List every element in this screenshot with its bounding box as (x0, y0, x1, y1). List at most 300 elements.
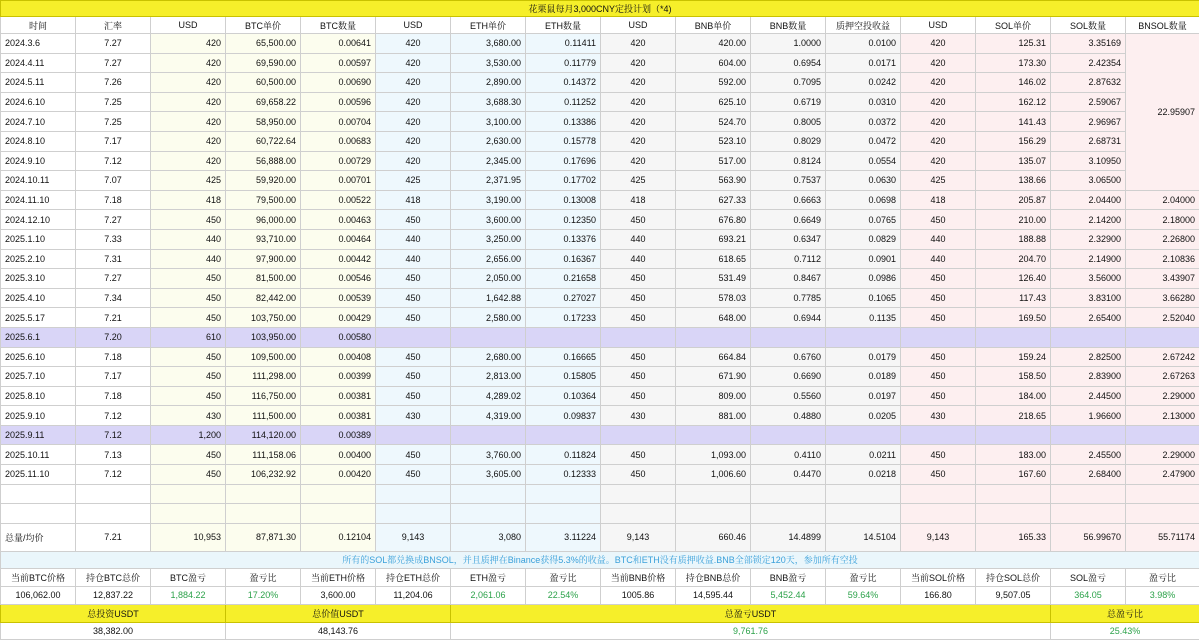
table-row (1, 34, 1199, 54)
stat-value: 5,452.44 (751, 586, 826, 604)
table-cell: 0.14372 (526, 73, 601, 93)
table-cell: 3.56000 (1051, 269, 1126, 289)
table-cell: 0.00597 (301, 53, 376, 73)
table-cell: 0.6663 (751, 190, 826, 210)
table-cell: 2,371.95 (451, 171, 526, 191)
table-cell: 2024.8.10 (1, 131, 76, 151)
empty-cell (976, 504, 1051, 524)
table-cell: 693.21 (676, 229, 751, 249)
table-cell: 531.49 (676, 269, 751, 289)
table-cell: 106,232.92 (226, 465, 301, 485)
table-row (1, 347, 1199, 367)
table-cell: 2024.9.10 (1, 151, 76, 171)
table-cell: 450 (376, 386, 451, 406)
table-cell: 450 (601, 288, 676, 308)
table-cell: 420 (151, 34, 226, 54)
table-cell: 0.00546 (301, 269, 376, 289)
table-cell: 450 (151, 308, 226, 328)
table-cell: 0.6690 (751, 367, 826, 387)
stat-value: 9,507.05 (976, 586, 1051, 604)
summary-cell: 10,953 (151, 523, 226, 551)
table-cell: 7.07 (76, 171, 151, 191)
table-cell (901, 327, 976, 347)
table-cell: 2024.10.11 (1, 171, 76, 191)
table-cell: 450 (901, 308, 976, 328)
table-cell: 1,200 (151, 425, 226, 445)
table-cell: 205.87 (976, 190, 1051, 210)
table-cell: 881.00 (676, 406, 751, 426)
table-cell: 0.00400 (301, 445, 376, 465)
table-cell: 173.30 (976, 53, 1051, 73)
table-cell: 0.0901 (826, 249, 901, 269)
blank-row (1, 484, 1199, 504)
table-row (1, 367, 1199, 387)
stat-label: 盈亏比 (226, 568, 301, 586)
table-cell: 0.0205 (826, 406, 901, 426)
empty-cell (601, 504, 676, 524)
table-cell: 2.26800 (1126, 229, 1199, 249)
column-header: USD (376, 17, 451, 34)
table-cell: 523.10 (676, 131, 751, 151)
table-cell: 82,442.00 (226, 288, 301, 308)
table-cell: 0.4880 (751, 406, 826, 426)
table-cell: 450 (376, 367, 451, 387)
table-cell: 2024.3.6 (1, 34, 76, 54)
table-cell (526, 327, 601, 347)
table-cell: 450 (901, 210, 976, 230)
table-cell: 430 (601, 406, 676, 426)
table-cell: 420 (151, 53, 226, 73)
table-cell: 450 (901, 288, 976, 308)
table-cell: 0.4470 (751, 465, 826, 485)
table-row (1, 386, 1199, 406)
table-cell (601, 327, 676, 347)
stat-value: 12,837.22 (76, 586, 151, 604)
table-cell: 93,710.00 (226, 229, 301, 249)
totals-label: 总投资USDT (1, 604, 226, 622)
table-cell: 0.00704 (301, 112, 376, 132)
summary-cell: 3,080 (451, 523, 526, 551)
table-cell: 440 (601, 249, 676, 269)
table-cell (451, 425, 526, 445)
table-cell: 1,642.88 (451, 288, 526, 308)
table-cell: 2025.10.11 (1, 445, 76, 465)
table-cell: 3,600.00 (451, 210, 526, 230)
table-cell: 0.00596 (301, 92, 376, 112)
table-cell: 648.00 (676, 308, 751, 328)
table-cell (976, 425, 1051, 445)
table-cell: 7.20 (76, 327, 151, 347)
table-cell: 146.02 (976, 73, 1051, 93)
table-cell (976, 327, 1051, 347)
table-cell: 0.5560 (751, 386, 826, 406)
table-row (1, 73, 1199, 93)
table-cell: 141.43 (976, 112, 1051, 132)
table-cell: 0.0765 (826, 210, 901, 230)
table-cell: 450 (901, 465, 976, 485)
table-cell: 2,050.00 (451, 269, 526, 289)
empty-cell (151, 484, 226, 504)
empty-cell (676, 504, 751, 524)
column-header: SOL数量 (1051, 17, 1126, 34)
summary-cell: 9,143 (601, 523, 676, 551)
table-cell (676, 425, 751, 445)
table-cell: 0.0100 (826, 34, 901, 54)
empty-cell (1051, 504, 1126, 524)
table-cell: 2025.3.10 (1, 269, 76, 289)
table-cell: 418 (151, 190, 226, 210)
table-cell: 0.8467 (751, 269, 826, 289)
table-row (1, 151, 1199, 171)
column-header: BNSOL数量 (1126, 17, 1199, 34)
table-cell: 2,580.00 (451, 308, 526, 328)
table-cell: 3.35169 (1051, 34, 1126, 54)
table-cell (676, 327, 751, 347)
table-cell: 0.15805 (526, 367, 601, 387)
table-cell: 420 (376, 131, 451, 151)
table-cell: 420 (601, 131, 676, 151)
table-cell: 440 (151, 249, 226, 269)
table-cell: 3.06500 (1051, 171, 1126, 191)
table-cell: 103,750.00 (226, 308, 301, 328)
stat-label: 当前BNB价格 (601, 568, 676, 586)
table-cell: 0.16665 (526, 347, 601, 367)
stat-label: ETH盈亏 (451, 568, 526, 586)
empty-cell (1, 484, 76, 504)
table-cell: 450 (151, 386, 226, 406)
table-cell: 7.33 (76, 229, 151, 249)
stat-label: SOL盈亏 (1051, 568, 1126, 586)
table-cell: 450 (376, 269, 451, 289)
table-row (1, 249, 1199, 269)
table-cell: 2025.8.10 (1, 386, 76, 406)
table-cell: 3,605.00 (451, 465, 526, 485)
table-cell: 0.13386 (526, 112, 601, 132)
table-cell: 111,158.06 (226, 445, 301, 465)
table-cell: 618.65 (676, 249, 751, 269)
column-header: USD (901, 17, 976, 34)
table-cell: 2.59067 (1051, 92, 1126, 112)
table-cell: 0.17702 (526, 171, 601, 191)
table-cell: 0.11779 (526, 53, 601, 73)
table-cell: 3,250.00 (451, 229, 526, 249)
summary-cell: 0.12104 (301, 523, 376, 551)
table-cell: 1,093.00 (676, 445, 751, 465)
stat-value: 17.20% (226, 586, 301, 604)
table-cell: 0.0197 (826, 386, 901, 406)
table-cell: 7.27 (76, 53, 151, 73)
table-cell: 117.43 (976, 288, 1051, 308)
empty-cell (1126, 504, 1199, 524)
empty-cell (1, 504, 76, 524)
summary-cell: 87,871.30 (226, 523, 301, 551)
table-cell: 158.50 (976, 367, 1051, 387)
table-row (1, 445, 1199, 465)
table-cell (376, 327, 451, 347)
table-cell: 2.68731 (1051, 131, 1126, 151)
table-cell: 2.68400 (1051, 465, 1126, 485)
summary-row (1, 523, 1199, 551)
stat-label: 持仓SOL总价 (976, 568, 1051, 586)
table-cell: 3.83100 (1051, 288, 1126, 308)
table-cell: 0.0829 (826, 229, 901, 249)
table-cell: 7.12 (76, 151, 151, 171)
table-cell: 2.65400 (1051, 308, 1126, 328)
table-cell: 2024.4.11 (1, 53, 76, 73)
table-cell: 0.00683 (301, 131, 376, 151)
table-cell: 162.12 (976, 92, 1051, 112)
table-cell: 0.8029 (751, 131, 826, 151)
table-cell: 420 (376, 92, 451, 112)
table-cell: 2,656.00 (451, 249, 526, 269)
table-cell: 2025.2.10 (1, 249, 76, 269)
stat-label: 持仓BNB总价 (676, 568, 751, 586)
table-cell: 425 (151, 171, 226, 191)
table-cell: 0.0179 (826, 347, 901, 367)
table-cell: 450 (601, 445, 676, 465)
bnsol-merged-cell: 22.95907 (1126, 34, 1199, 191)
table-cell: 169.50 (976, 308, 1051, 328)
table-cell (1051, 425, 1126, 445)
table-cell: 2,680.00 (451, 347, 526, 367)
table-cell: 420 (901, 112, 976, 132)
table-cell: 7.27 (76, 269, 151, 289)
table-cell: 450 (376, 210, 451, 230)
totals-label: 总盈亏USDT (451, 604, 1051, 622)
table-cell: 96,000.00 (226, 210, 301, 230)
table-cell: 0.00399 (301, 367, 376, 387)
table-cell: 450 (151, 445, 226, 465)
table-cell: 420 (901, 92, 976, 112)
table-cell: 0.0189 (826, 367, 901, 387)
table-row (1, 406, 1199, 426)
table-cell: 7.12 (76, 425, 151, 445)
table-cell: 604.00 (676, 53, 751, 73)
table-cell: 524.70 (676, 112, 751, 132)
table-cell: 3,688.30 (451, 92, 526, 112)
page-title: 花栗鼠每月3,000CNY定投计划（*4) (1, 1, 1199, 17)
table-cell: 420 (376, 112, 451, 132)
summary-cell: 9,143 (376, 523, 451, 551)
table-cell: 0.00442 (301, 249, 376, 269)
table-cell: 2.14900 (1051, 249, 1126, 269)
table-cell: 418 (376, 190, 451, 210)
table-cell: 7.18 (76, 190, 151, 210)
empty-cell (676, 484, 751, 504)
stat-label: 当前ETH价格 (301, 568, 376, 586)
table-cell: 450 (151, 465, 226, 485)
table-row (1, 465, 1199, 485)
table-cell: 671.90 (676, 367, 751, 387)
table-cell: 430 (376, 406, 451, 426)
table-cell (451, 327, 526, 347)
table-cell: 2,890.00 (451, 73, 526, 93)
table-cell: 0.6719 (751, 92, 826, 112)
table-cell: 2.32900 (1051, 229, 1126, 249)
table-cell: 2,630.00 (451, 131, 526, 151)
empty-cell (976, 484, 1051, 504)
table-cell: 2.96967 (1051, 112, 1126, 132)
table-cell: 420 (601, 34, 676, 54)
table-cell: 4,319.00 (451, 406, 526, 426)
table-cell: 2.82500 (1051, 347, 1126, 367)
table-cell: 7.27 (76, 34, 151, 54)
table-row (1, 92, 1199, 112)
table-row (1, 308, 1199, 328)
table-cell: 135.07 (976, 151, 1051, 171)
table-cell: 420 (151, 73, 226, 93)
table-cell: 2024.6.10 (1, 92, 76, 112)
table-cell: 0.8005 (751, 112, 826, 132)
table-row (1, 53, 1199, 73)
table-cell: 563.90 (676, 171, 751, 191)
table-cell: 0.6944 (751, 308, 826, 328)
table-cell: 111,298.00 (226, 367, 301, 387)
table-cell: 2.67242 (1126, 347, 1199, 367)
table-cell: 7.17 (76, 367, 151, 387)
table-cell: 440 (601, 229, 676, 249)
table-cell: 450 (151, 347, 226, 367)
table-cell: 111,500.00 (226, 406, 301, 426)
table-cell: 0.00381 (301, 406, 376, 426)
table-cell: 420 (901, 34, 976, 54)
table-cell: 0.7785 (751, 288, 826, 308)
table-cell: 420 (601, 151, 676, 171)
summary-cell: 14.5104 (826, 523, 901, 551)
table-cell: 2025.9.10 (1, 406, 76, 426)
table-cell: 156.29 (976, 131, 1051, 151)
table-cell: 420 (151, 92, 226, 112)
stat-label: 当前SOL价格 (901, 568, 976, 586)
table-cell: 2.04000 (1126, 190, 1199, 210)
table-cell: 440 (151, 229, 226, 249)
table-cell: 7.18 (76, 386, 151, 406)
table-cell: 420.00 (676, 34, 751, 54)
totals-value: 25.43% (1051, 622, 1199, 639)
stat-label: 盈亏比 (526, 568, 601, 586)
table-cell: 3.66280 (1126, 288, 1199, 308)
stat-value: 1,884.22 (151, 586, 226, 604)
table-cell: 420 (901, 53, 976, 73)
table-cell: 450 (601, 465, 676, 485)
table-cell: 2.13000 (1126, 406, 1199, 426)
table-cell: 59,920.00 (226, 171, 301, 191)
table-cell: 0.0698 (826, 190, 901, 210)
column-header: SOL单价 (976, 17, 1051, 34)
table-cell: 0.17233 (526, 308, 601, 328)
table-cell: 664.84 (676, 347, 751, 367)
table-cell: 0.7095 (751, 73, 826, 93)
note-text: 所有的SOL都兑换成BNSOL，并且质押在Binance获得5.3%的收益。BTC和ETH没有质押收益.BNB全部锁定120天，参加所有空投 (1, 551, 1199, 568)
table-cell: 0.1065 (826, 288, 901, 308)
table-cell: 0.8124 (751, 151, 826, 171)
table-cell: 65,500.00 (226, 34, 301, 54)
table-cell: 0.0554 (826, 151, 901, 171)
table-cell: 0.00420 (301, 465, 376, 485)
table-cell: 0.4110 (751, 445, 826, 465)
table-row (1, 190, 1199, 210)
table-cell: 114,120.00 (226, 425, 301, 445)
table-cell: 0.00429 (301, 308, 376, 328)
table-cell: 0.27027 (526, 288, 601, 308)
table-cell: 578.03 (676, 288, 751, 308)
table-cell: 69,590.00 (226, 53, 301, 73)
empty-cell (901, 484, 976, 504)
stat-value: 1005.86 (601, 586, 676, 604)
table-cell: 7.18 (76, 347, 151, 367)
empty-cell (76, 504, 151, 524)
stat-value: 11,204.06 (376, 586, 451, 604)
table-cell: 2.14200 (1051, 210, 1126, 230)
table-cell: 450 (601, 210, 676, 230)
empty-cell (826, 484, 901, 504)
table-cell: 4,289.02 (451, 386, 526, 406)
stat-value: 2,061.06 (451, 586, 526, 604)
column-header: BNB数量 (751, 17, 826, 34)
table-cell: 450 (151, 367, 226, 387)
table-cell: 450 (376, 308, 451, 328)
table-cell: 418 (601, 190, 676, 210)
table-cell: 430 (901, 406, 976, 426)
empty-cell (601, 484, 676, 504)
table-cell: 440 (901, 229, 976, 249)
table-cell: 425 (901, 171, 976, 191)
table-cell (826, 425, 901, 445)
table-row (1, 288, 1199, 308)
stat-label: 当前BTC价格 (1, 568, 76, 586)
empty-cell (1051, 484, 1126, 504)
blank-row (1, 504, 1199, 524)
summary-cell: 165.33 (976, 523, 1051, 551)
table-cell: 0.7112 (751, 249, 826, 269)
table-cell: 126.40 (976, 269, 1051, 289)
table-cell: 0.00729 (301, 151, 376, 171)
table-cell: 183.00 (976, 445, 1051, 465)
empty-cell (376, 504, 451, 524)
empty-cell (451, 504, 526, 524)
table-cell: 103,950.00 (226, 327, 301, 347)
table-cell: 7.31 (76, 249, 151, 269)
table-cell: 60,500.00 (226, 73, 301, 93)
summary-cell: 总量/均价 (1, 523, 76, 551)
table-cell: 809.00 (676, 386, 751, 406)
table-cell: 420 (376, 53, 451, 73)
table-cell: 0.00690 (301, 73, 376, 93)
table-cell: 3,100.00 (451, 112, 526, 132)
column-header: BTC数量 (301, 17, 376, 34)
totals-value: 9,761.76 (451, 622, 1051, 639)
table-cell (526, 425, 601, 445)
table-cell: 0.0630 (826, 171, 901, 191)
table-cell: 425 (601, 171, 676, 191)
totals-label: 总盈亏比 (1051, 604, 1199, 622)
summary-cell: 3.11224 (526, 523, 601, 551)
table-cell: 0.11411 (526, 34, 601, 54)
table-row (1, 425, 1199, 445)
table-cell: 2025.9.11 (1, 425, 76, 445)
table-cell: 430 (151, 406, 226, 426)
table-cell: 2024.5.11 (1, 73, 76, 93)
table-cell: 420 (601, 53, 676, 73)
table-cell: 450 (901, 269, 976, 289)
table-cell: 0.00641 (301, 34, 376, 54)
stat-value-row (1, 586, 1199, 604)
table-cell: 7.12 (76, 406, 151, 426)
stat-label-row (1, 568, 1199, 586)
summary-cell: 9,143 (901, 523, 976, 551)
table-cell (1126, 327, 1199, 347)
stat-value: 364.05 (1051, 586, 1126, 604)
